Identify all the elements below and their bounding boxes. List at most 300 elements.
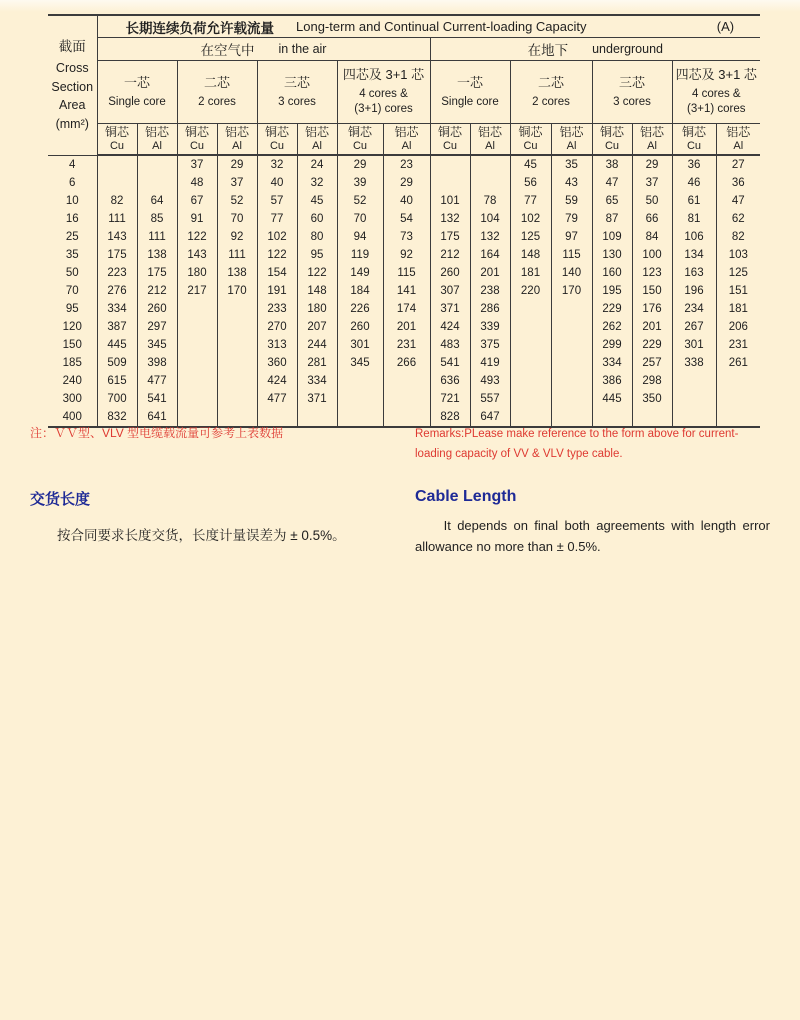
capacity-cell — [716, 372, 760, 390]
capacity-cell: 47 — [716, 192, 760, 210]
capacity-cell: 307 — [430, 282, 470, 300]
capacity-cell: 48 — [177, 174, 217, 192]
core-type-label-zh: 二芯 — [537, 74, 564, 90]
capacity-cell: 148 — [510, 246, 551, 264]
aluminum-core-header — [297, 124, 337, 156]
cu-label-en: Cu — [686, 139, 702, 152]
env-header-air — [97, 38, 430, 61]
capacity-cell: 52 — [337, 192, 383, 210]
core-type-label-zh: 三芯 — [283, 74, 310, 90]
core-type-row — [48, 61, 760, 124]
capacity-cell: 339 — [470, 318, 510, 336]
table-row — [48, 246, 760, 264]
cu-label-zh: 铜芯 — [518, 124, 543, 139]
table-row — [48, 155, 760, 174]
capacity-cell — [337, 390, 383, 408]
capacity-cell — [430, 155, 470, 174]
core-type-header — [672, 61, 760, 124]
capacity-cell: 92 — [383, 246, 430, 264]
cu-label-zh: 铜芯 — [104, 124, 129, 139]
capacity-cell: 217 — [177, 282, 217, 300]
capacity-cell: 398 — [137, 354, 177, 372]
copper-core-header — [97, 124, 137, 156]
capacity-cell: 85 — [137, 210, 177, 228]
capacity-cell: 170 — [551, 282, 592, 300]
capacity-cell — [551, 318, 592, 336]
capacity-cell: 175 — [97, 246, 137, 264]
core-type-label-zh: 一芯 — [456, 74, 483, 90]
capacity-cell: 301 — [672, 336, 716, 354]
capacity-cell — [551, 354, 592, 372]
capacity-cell: 32 — [257, 155, 297, 174]
capacity-cell: 143 — [97, 228, 137, 246]
capacity-cell: 281 — [297, 354, 337, 372]
al-label-en: Al — [401, 139, 412, 152]
capacity-cell: 201 — [470, 264, 510, 282]
capacity-cell: 94 — [337, 228, 383, 246]
capacity-cell: 95 — [297, 246, 337, 264]
table-row — [48, 372, 760, 390]
capacity-cell — [510, 390, 551, 408]
size-cell: 10 — [48, 192, 97, 210]
capacity-cell: 299 — [592, 336, 632, 354]
capacity-cell — [551, 336, 592, 354]
al-label-en: Al — [312, 139, 322, 152]
capacity-cell: 39 — [337, 174, 383, 192]
capacity-cell: 229 — [632, 336, 672, 354]
capacity-cell: 184 — [337, 282, 383, 300]
capacity-cell: 132 — [470, 228, 510, 246]
table-row — [48, 228, 760, 246]
capacity-cell: 207 — [297, 318, 337, 336]
capacity-cell: 231 — [716, 336, 760, 354]
capacity-cell: 148 — [297, 282, 337, 300]
capacity-cell: 102 — [257, 228, 297, 246]
capacity-cell: 231 — [383, 336, 430, 354]
capacity-cell: 92 — [217, 228, 257, 246]
capacity-cell: 181 — [510, 264, 551, 282]
aluminum-core-header — [470, 124, 510, 156]
capacity-cell: 220 — [510, 282, 551, 300]
capacity-cell — [470, 174, 510, 192]
al-label-en: Al — [232, 139, 242, 152]
al-label-zh: 铝芯 — [559, 124, 584, 139]
capacity-cell: 636 — [430, 372, 470, 390]
al-label-zh: 铝芯 — [477, 124, 502, 139]
table-row — [48, 192, 760, 210]
core-type-header — [337, 61, 430, 124]
capacity-cell: 134 — [672, 246, 716, 264]
capacity-cell: 66 — [632, 210, 672, 228]
capacity-cell: 84 — [632, 228, 672, 246]
capacity-cell: 138 — [137, 246, 177, 264]
capacity-cell: 647 — [470, 408, 510, 427]
capacity-cell: 270 — [257, 318, 297, 336]
cu-label-zh: 铜芯 — [347, 124, 372, 139]
capacity-cell: 111 — [217, 246, 257, 264]
capacity-cell: 150 — [632, 282, 672, 300]
capacity-cell: 149 — [337, 264, 383, 282]
capacity-cell: 60 — [297, 210, 337, 228]
core-type-label-en2: (3+1) cores — [354, 103, 413, 116]
copper-core-header — [510, 124, 551, 156]
table-row — [48, 210, 760, 228]
core-type-header — [177, 61, 257, 124]
cross-section-label-en3: Area — [59, 98, 86, 113]
table-row — [48, 354, 760, 372]
capacity-cell: 238 — [470, 282, 510, 300]
copper-core-header — [430, 124, 470, 156]
capacity-cell — [510, 318, 551, 336]
table-row — [48, 390, 760, 408]
capacity-cell — [510, 300, 551, 318]
size-cell: 4 — [48, 155, 97, 174]
copper-core-header — [337, 124, 383, 156]
table-title — [98, 17, 761, 37]
capacity-cell: 57 — [257, 192, 297, 210]
table-row — [48, 336, 760, 354]
capacity-cell — [672, 390, 716, 408]
capacity-cell: 360 — [257, 354, 297, 372]
capacity-cell: 298 — [632, 372, 672, 390]
size-cell: 50 — [48, 264, 97, 282]
cu-label-zh: 铜芯 — [184, 124, 209, 139]
capacity-cell: 77 — [510, 192, 551, 210]
capacity-cell: 27 — [716, 155, 760, 174]
aluminum-core-header — [551, 124, 592, 156]
al-label-zh: 铝芯 — [144, 124, 169, 139]
core-type-label-en: 4 cores & — [692, 87, 741, 100]
core-type-label-zh: 四芯及 3+1 芯 — [342, 67, 425, 83]
capacity-cell: 261 — [716, 354, 760, 372]
capacity-cell: 97 — [551, 228, 592, 246]
al-label-en: Al — [485, 139, 495, 152]
cu-label-en: Cu — [189, 139, 205, 152]
capacity-cell: 206 — [716, 318, 760, 336]
capacity-cell: 424 — [257, 372, 297, 390]
cu-label-en: Cu — [109, 139, 125, 152]
capacity-cell: 700 — [97, 390, 137, 408]
table-title-cell — [97, 15, 760, 38]
cable-length-body-zh: 按合同要求长度交货，长度计量误差为 ± 0.5%。 — [57, 528, 346, 543]
capacity-cell: 61 — [672, 192, 716, 210]
capacity-cell: 493 — [470, 372, 510, 390]
capacity-cell: 338 — [672, 354, 716, 372]
al-label-zh: 铝芯 — [639, 124, 664, 139]
capacity-cell — [510, 336, 551, 354]
capacity-cell: 52 — [217, 192, 257, 210]
capacity-cell: 180 — [177, 264, 217, 282]
cable-length-english-block — [415, 488, 770, 557]
capacity-cell: 24 — [297, 155, 337, 174]
table-row — [48, 264, 760, 282]
core-type-label-en: 2 cores — [532, 95, 570, 108]
capacity-cell: 29 — [383, 174, 430, 192]
capacity-cell: 386 — [592, 372, 632, 390]
size-cell: 16 — [48, 210, 97, 228]
table-body — [48, 155, 760, 427]
capacity-cell: 541 — [137, 390, 177, 408]
cross-section-label-zh: 截面 — [58, 38, 86, 54]
capacity-cell: 509 — [97, 354, 137, 372]
capacity-cell: 345 — [137, 336, 177, 354]
core-type-label-zh: 四芯及 3+1 芯 — [675, 67, 757, 83]
capacity-cell: 132 — [430, 210, 470, 228]
capacity-cell — [672, 372, 716, 390]
env-air-label-zh: 在空气中 — [200, 43, 255, 58]
aluminum-core-header — [383, 124, 430, 156]
capacity-cell: 477 — [137, 372, 177, 390]
core-type-label-zh: 二芯 — [203, 74, 230, 90]
capacity-cell: 111 — [97, 210, 137, 228]
capacity-cell — [383, 390, 430, 408]
capacity-cell: 483 — [430, 336, 470, 354]
capacity-cell: 301 — [337, 336, 383, 354]
capacity-cell: 38 — [592, 155, 632, 174]
capacity-cell: 70 — [337, 210, 383, 228]
capacity-cell: 143 — [177, 246, 217, 264]
capacity-cell: 43 — [551, 174, 592, 192]
env-air-label-en: in the air — [278, 42, 327, 56]
cu-label-en: Cu — [604, 139, 620, 152]
capacity-cell: 297 — [137, 318, 177, 336]
capacity-cell: 125 — [716, 264, 760, 282]
capacity-cell — [470, 155, 510, 174]
cu-label-en: Cu — [442, 139, 458, 152]
copper-core-header — [592, 124, 632, 156]
table-title-en: Long-term and Continual Current-loading Capacity — [296, 19, 587, 34]
capacity-cell: 257 — [632, 354, 672, 372]
capacity-cell: 37 — [632, 174, 672, 192]
capacity-cell: 102 — [510, 210, 551, 228]
size-cell: 120 — [48, 318, 97, 336]
capacity-cell: 46 — [672, 174, 716, 192]
capacity-cell: 267 — [672, 318, 716, 336]
capacity-cell: 29 — [337, 155, 383, 174]
capacity-cell: 29 — [632, 155, 672, 174]
capacity-cell: 37 — [217, 174, 257, 192]
capacity-cell — [177, 318, 217, 336]
capacity-cell — [217, 318, 257, 336]
capacity-cell: 371 — [297, 390, 337, 408]
capacity-cell: 419 — [470, 354, 510, 372]
table-row — [48, 174, 760, 192]
capacity-cell: 260 — [137, 300, 177, 318]
environment-row — [48, 38, 760, 61]
capacity-cell: 223 — [97, 264, 137, 282]
capacity-cell: 45 — [297, 192, 337, 210]
capacity-cell — [177, 300, 217, 318]
aluminum-core-header — [137, 124, 177, 156]
capacity-cell: 387 — [97, 318, 137, 336]
core-type-label-en2: (3+1) cores — [687, 103, 746, 116]
capacity-cell: 181 — [716, 300, 760, 318]
env-header-underground — [430, 38, 760, 61]
capacity-cell: 721 — [430, 390, 470, 408]
capacity-cell: 445 — [97, 336, 137, 354]
title-row — [48, 15, 760, 38]
al-label-en: Al — [733, 139, 744, 152]
capacity-cell: 163 — [672, 264, 716, 282]
capacity-cell: 36 — [672, 155, 716, 174]
conductor-row — [48, 124, 760, 156]
size-cell: 95 — [48, 300, 97, 318]
size-cell: 70 — [48, 282, 97, 300]
capacity-cell: 115 — [551, 246, 592, 264]
env-underground-label-zh: 在地下 — [527, 43, 569, 58]
capacity-cell: 125 — [510, 228, 551, 246]
size-cell: 240 — [48, 372, 97, 390]
core-type-header — [430, 61, 510, 124]
capacity-cell: 615 — [97, 372, 137, 390]
capacity-cell — [551, 390, 592, 408]
capacity-cell: 119 — [337, 246, 383, 264]
capacity-cell: 445 — [592, 390, 632, 408]
cu-label-en: Cu — [352, 139, 368, 152]
capacity-cell: 141 — [383, 282, 430, 300]
capacity-cell: 104 — [470, 210, 510, 228]
capacity-cell: 164 — [470, 246, 510, 264]
capacity-cell: 91 — [177, 210, 217, 228]
core-type-label-en: 2 cores — [198, 95, 236, 108]
capacity-cell: 196 — [672, 282, 716, 300]
cable-length-body-en: It depends on final both agreements with length error allowance no more than ± 0.5%. — [415, 518, 770, 555]
capacity-cell: 65 — [592, 192, 632, 210]
note-chinese: 注：ＶＶ型、VLV 型电缆载流量可参考上表数据 — [30, 426, 284, 440]
core-type-label-en: Single core — [441, 95, 499, 108]
capacity-cell: 262 — [592, 318, 632, 336]
capacity-cell: 151 — [716, 282, 760, 300]
core-type-label-en: 4 cores & — [359, 87, 408, 100]
capacity-cell: 175 — [137, 264, 177, 282]
capacity-cell: 79 — [551, 210, 592, 228]
cu-label-en: Cu — [523, 139, 538, 152]
capacity-cell: 260 — [337, 318, 383, 336]
capacity-cell: 50 — [632, 192, 672, 210]
capacity-cell — [510, 372, 551, 390]
core-type-header — [510, 61, 592, 124]
table-title-unit: (A) — [716, 19, 735, 34]
size-cell: 300 — [48, 390, 97, 408]
size-cell: 35 — [48, 246, 97, 264]
capacity-cell: 195 — [592, 282, 632, 300]
capacity-cell: 174 — [383, 300, 430, 318]
capacity-cell: 828 — [430, 408, 470, 427]
capacity-cell: 64 — [137, 192, 177, 210]
capacity-cell: 82 — [97, 192, 137, 210]
capacity-cell: 56 — [510, 174, 551, 192]
table-title-zh: 长期连续负荷允许载流量 — [125, 20, 274, 36]
size-cell: 25 — [48, 228, 97, 246]
core-type-label-en: 3 cores — [278, 95, 316, 108]
capacity-cell: 101 — [430, 192, 470, 210]
capacity-cell: 286 — [470, 300, 510, 318]
capacity-cell: 191 — [257, 282, 297, 300]
capacity-cell: 334 — [297, 372, 337, 390]
capacity-cell: 244 — [297, 336, 337, 354]
capacity-cell — [430, 174, 470, 192]
current-capacity-table — [48, 14, 760, 428]
cu-label-en: Cu — [269, 139, 285, 152]
remarks-row — [30, 424, 770, 464]
capacity-cell: 212 — [430, 246, 470, 264]
capacity-cell: 109 — [592, 228, 632, 246]
capacity-cell: 100 — [632, 246, 672, 264]
capacity-cell: 29 — [217, 155, 257, 174]
capacity-cell: 122 — [177, 228, 217, 246]
capacity-cell: 180 — [297, 300, 337, 318]
capacity-cell — [177, 336, 217, 354]
core-type-header — [97, 61, 177, 124]
capacity-cell — [551, 300, 592, 318]
capacity-cell: 233 — [257, 300, 297, 318]
capacity-cell: 154 — [257, 264, 297, 282]
capacity-cell — [217, 372, 257, 390]
capacity-cell: 424 — [430, 318, 470, 336]
cross-section-label-en2: Section — [51, 79, 94, 94]
capacity-cell: 70 — [217, 210, 257, 228]
capacity-cell — [177, 354, 217, 372]
capacity-cell: 32 — [297, 174, 337, 192]
capacity-cell: 130 — [592, 246, 632, 264]
capacity-cell: 212 — [137, 282, 177, 300]
capacity-cell: 36 — [716, 174, 760, 192]
capacity-cell: 62 — [716, 210, 760, 228]
copper-core-header — [177, 124, 217, 156]
capacity-cell — [383, 372, 430, 390]
capacity-cell: 77 — [257, 210, 297, 228]
cross-section-unit: (mm²) — [55, 117, 89, 132]
capacity-cell: 234 — [672, 300, 716, 318]
capacity-cell: 138 — [217, 264, 257, 282]
size-cell: 150 — [48, 336, 97, 354]
capacity-cell: 334 — [592, 354, 632, 372]
capacity-cell — [137, 155, 177, 174]
capacity-cell: 350 — [632, 390, 672, 408]
al-label-zh: 铝芯 — [224, 124, 249, 139]
core-type-label-en: Single core — [108, 95, 166, 108]
capacity-cell — [716, 390, 760, 408]
capacity-cell: 201 — [632, 318, 672, 336]
al-label-en: Al — [647, 139, 657, 152]
capacity-cell: 641 — [137, 408, 177, 427]
table-row — [48, 282, 760, 300]
table-row — [48, 318, 760, 336]
capacity-cell: 103 — [716, 246, 760, 264]
capacity-cell: 35 — [551, 155, 592, 174]
copper-core-header — [257, 124, 297, 156]
core-type-label-zh: 一芯 — [123, 74, 150, 90]
capacity-cell: 371 — [430, 300, 470, 318]
capacity-cell: 45 — [510, 155, 551, 174]
aluminum-core-header — [217, 124, 257, 156]
capacity-cell: 82 — [716, 228, 760, 246]
size-cell: 6 — [48, 174, 97, 192]
table-header — [48, 15, 760, 155]
capacity-cell — [97, 155, 137, 174]
aluminum-core-header — [632, 124, 672, 156]
capacity-cell — [337, 372, 383, 390]
capacity-cell: 87 — [592, 210, 632, 228]
capacity-cell — [177, 372, 217, 390]
capacity-cell: 557 — [470, 390, 510, 408]
cable-length-section — [30, 488, 770, 557]
al-label-zh: 铝芯 — [304, 124, 329, 139]
capacity-cell: 80 — [297, 228, 337, 246]
env-underground-label-en: underground — [592, 42, 663, 56]
capacity-cell: 313 — [257, 336, 297, 354]
capacity-cell: 73 — [383, 228, 430, 246]
